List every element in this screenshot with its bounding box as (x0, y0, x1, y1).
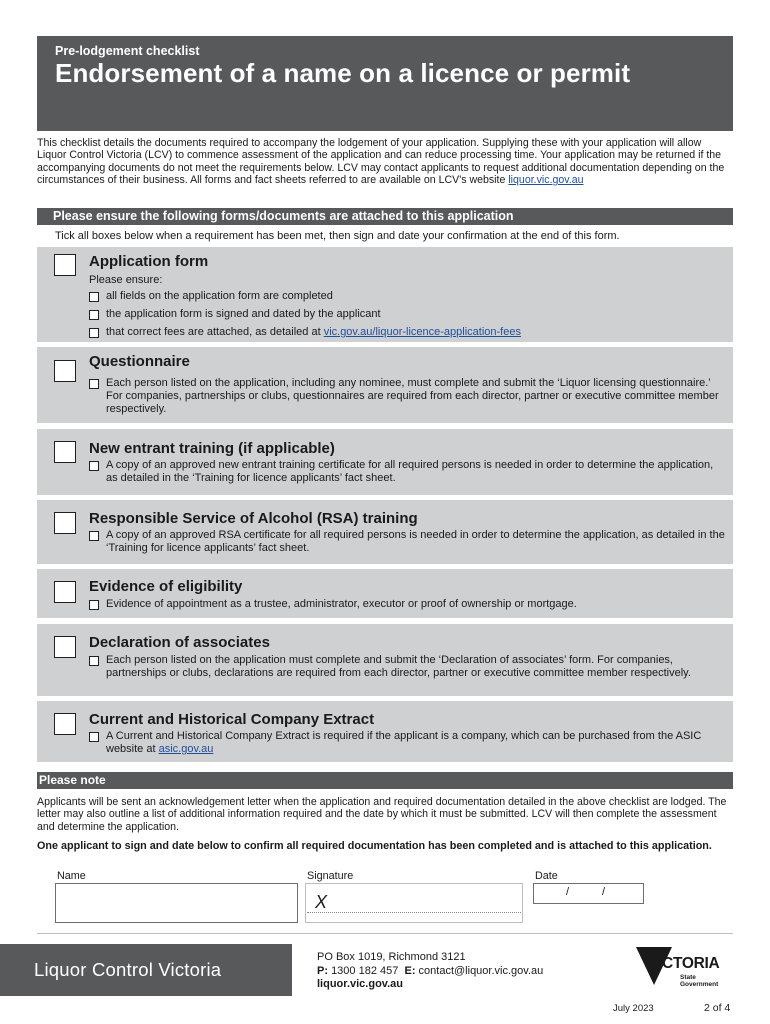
signature-label: Signature (307, 870, 354, 882)
item-checkbox[interactable] (89, 732, 99, 742)
victoria-logo-wordmark: VICTORIA (648, 955, 720, 972)
document-header (37, 36, 733, 131)
section-title: New entrant training (if applicable) (89, 440, 335, 457)
email-address: contact@liquor.vic.gov.au (418, 964, 544, 977)
state-government-label (680, 974, 718, 988)
checklist-item (89, 459, 725, 485)
item-checkbox[interactable] (89, 531, 99, 541)
item-text: A copy of an approved RSA certificate for all required persons is needed in order to determine the application, as detailed in the ‘Training for licence applicants’ fact sheet. (106, 529, 725, 554)
intro-paragraph (37, 137, 733, 187)
fees-link[interactable]: vic.gov.au/liquor-licence-application-fees (323, 326, 521, 338)
item-text: Evidence of appointment as a trustee, administrator, executor or proof of ownership or mortgage. (106, 598, 577, 610)
signature-x-mark: X (315, 892, 328, 912)
checklist-item (89, 377, 725, 416)
section-application-form (37, 247, 733, 342)
item-text: A copy of an approved new entrant training certificate for all required persons is needed in order to determine the application, as detailed in the ‘Training for licence applicants’ fact sheet. (106, 459, 714, 484)
section-title: Responsible Service of Alcohol (RSA) training (89, 510, 418, 527)
date-separator: / (602, 886, 606, 898)
questionnaire-checkbox[interactable] (54, 360, 76, 382)
new-entrant-checkbox[interactable] (54, 441, 76, 463)
item-checkbox[interactable] (89, 461, 99, 471)
page-number: 2 of 4 (704, 1002, 731, 1014)
asic-link[interactable]: asic.gov.au (158, 743, 214, 755)
section-rsa-training (37, 500, 733, 564)
section-evidence-of-eligibility (37, 569, 733, 618)
note-text: Applicants will be sent an acknowledgement letter when the application and required documentation detailed in the above checklist are lodged. The letter may also outline a list of additional information required and the date by which it must be submitted. LCV will then complete the assessment and determine the application. (37, 796, 727, 833)
postal-address: PO Box 1019, Richmond 3121 (317, 951, 466, 963)
lcv-website-link[interactable]: liquor.vic.gov.au (508, 174, 584, 187)
item-text: Each person listed on the application must complete and submit the ‘Declaration of associates’ form. For companies, partnerships or clubs, declarations are required from each director, partner or executive committee member respectively. (106, 654, 691, 679)
item-text: the application form is signed and dated by the applicant (106, 308, 381, 320)
please-note-banner: Please note (37, 772, 733, 789)
date-label: Date (535, 870, 558, 882)
rsa-checkbox[interactable] (54, 512, 76, 534)
item-text: all fields on the application form are completed (106, 290, 333, 302)
contact-block (317, 951, 543, 992)
logo-state-text: State (680, 974, 696, 981)
item-checkbox[interactable] (89, 328, 99, 338)
org-name-band: Liquor Control Victoria (0, 944, 292, 996)
item-text: that correct fees are attached, as detailed at (106, 326, 324, 338)
signature-line (307, 912, 521, 913)
company-extract-checkbox[interactable] (54, 713, 76, 735)
item-checkbox[interactable] (89, 379, 99, 389)
section-questionnaire (37, 347, 733, 423)
item-checkbox[interactable] (89, 292, 99, 302)
application-form-checkbox[interactable] (54, 254, 76, 276)
email-label: E: (404, 964, 416, 977)
item-checkbox[interactable] (89, 656, 99, 666)
phone-label: P: (317, 964, 328, 977)
item-checkbox[interactable] (89, 600, 99, 610)
footer-divider (37, 933, 733, 934)
phone-number: 1300 182 457 (331, 964, 399, 977)
contact-line (317, 965, 543, 979)
header-kicker: Pre-lodgement checklist (55, 44, 200, 58)
section-title: Evidence of eligibility (89, 578, 243, 595)
checklist-item (89, 529, 725, 555)
confirmation-instruction: One applicant to sign and date below to confirm all required documentation has been completed and is attached to this application. (37, 840, 712, 852)
website: liquor.vic.gov.au (317, 978, 403, 990)
name-label: Name (57, 870, 86, 882)
checklist-item (89, 730, 725, 756)
section-title: Questionnaire (89, 353, 190, 370)
checklist-item (89, 308, 725, 321)
date-separator: / (566, 886, 570, 898)
checklist-item (89, 326, 725, 339)
section-title: Current and Historical Company Extract (89, 711, 375, 728)
section-company-extract (37, 701, 733, 762)
tick-instruction: Tick all boxes below when a requirement has been met, then sign and date your confirmation at the end of this form. (55, 230, 620, 242)
page-title: Endorsement of a name on a licence or permit (55, 58, 631, 88)
item-checkbox[interactable] (89, 310, 99, 320)
attach-banner: Please ensure the following forms/documents are attached to this application (37, 208, 733, 225)
section-title: Declaration of associates (89, 634, 270, 651)
section-new-entrant-training (37, 429, 733, 495)
name-field[interactable] (55, 883, 298, 923)
section-title: Application form (89, 253, 209, 270)
checklist-item (89, 598, 725, 611)
checklist-item (89, 290, 725, 303)
intro-text: This checklist details the documents required to accompany the lodgement of your application. Supplying these with your application will allow Liquor Control Victoria (LCV) to commence assessment of the application and can reduce processing time. Your application may be returned if the accompanying documents do not meet the requirements below. LCV may contact applicants to request additional documentation depending on the circumstances of their business. All forms and fact sheets referred to are available on LCV's website (37, 137, 725, 187)
item-text: Each person listed on the application, including any nominee, must complete and submit the ‘Liquor licensing questionnaire.’ For companies, partnerships or clubs, questionnaires are required from each director, partner or executive committee member respectively. (106, 377, 719, 415)
eligibility-checkbox[interactable] (54, 581, 76, 603)
associates-checkbox[interactable] (54, 636, 76, 658)
logo-government-text: Government (680, 981, 719, 988)
publication-date: July 2023 (613, 1003, 654, 1014)
signature-field[interactable] (305, 883, 523, 923)
date-field[interactable] (533, 883, 644, 904)
checklist-item (89, 654, 725, 680)
item-text: A Current and Historical Company Extract is required if the applicant is a company, which can be purchased from the ASIC website at (106, 730, 702, 755)
section-subtitle: Please ensure: (89, 274, 163, 286)
section-declaration-of-associates (37, 624, 733, 696)
